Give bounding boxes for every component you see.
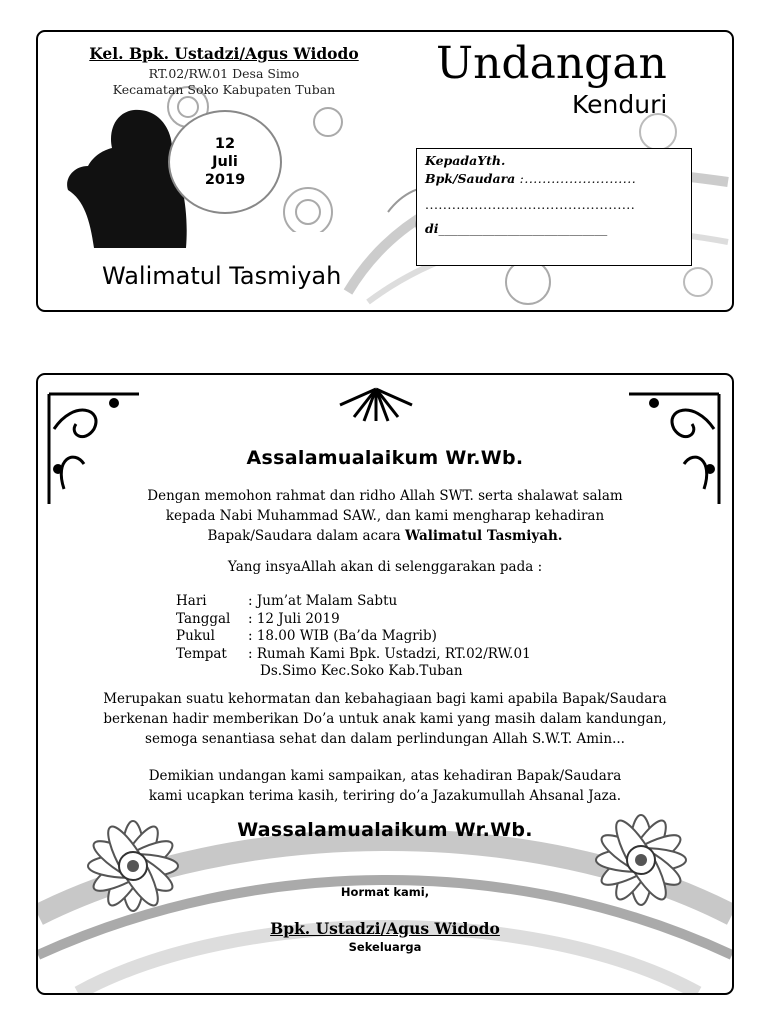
- detail-row: [176, 628, 531, 646]
- detail-value: : Jum’at Malam Sabtu: [248, 593, 398, 609]
- detail-label: Tanggal: [176, 610, 231, 627]
- recipient-box: [416, 148, 692, 266]
- schedule-intro: Yang insyaAllah akan di selenggarakan pada :: [227, 559, 543, 575]
- honor-line-2: berkenan hadir memberikan Do’a untuk anak kami yang masih dalam kandungan,: [103, 711, 667, 727]
- intro-line-2: kepada Nabi Muhammad SAW., dan kami mengharap kehadiran: [165, 508, 605, 524]
- detail-value: : Rumah Kami Bpk. Ustadzi, RT.02/RW.01: [248, 645, 531, 662]
- family-name: Kel. Bpk. Ustadzi/Agus Widodo: [89, 44, 359, 63]
- invitation-inner-card: [36, 373, 734, 995]
- event-name: Walimatul Tasmiyah: [102, 262, 342, 290]
- address-line-1: RT.02/RW.01 Desa Simo: [148, 66, 300, 81]
- closing-line-2: kami ucapkan terima kasih, teriring do’a Jazakumullah Ahsanal Jaza.: [148, 788, 622, 804]
- hormat-kami: Hormat kami,: [340, 885, 430, 899]
- detail-label: Hari: [176, 593, 207, 609]
- honor-line-1: Merupakan suatu kehormatan dan kebahagiaan bagi kami apabila Bapak/Saudara: [103, 691, 667, 707]
- greeting-close: Wassalamualaikum Wr.Wb.: [237, 819, 533, 841]
- detail-value: : 18.00 WIB (Ba’da Magrib): [248, 628, 437, 644]
- signer-sub: Sekeluarga: [348, 940, 422, 954]
- recipient-kepada: KepadaYth.: [425, 153, 506, 168]
- detail-row: [176, 646, 531, 664]
- intro-line-3: [58, 526, 712, 546]
- detail-place-continued: Ds.Simo Kec.Soko Kab.Tuban: [260, 663, 463, 679]
- closing-line-1: Demikian undangan kami sampaikan, atas kehadiran Bapak/Saudara: [148, 768, 622, 784]
- detail-row: [176, 593, 531, 611]
- greeting-open: Assalamualaikum Wr.Wb.: [246, 447, 524, 469]
- detail-label: Pukul: [176, 628, 215, 644]
- invitation-subtitle: Kenduri: [572, 90, 668, 119]
- recipient-di-label: di: [425, 221, 439, 236]
- event-details: [176, 593, 531, 681]
- address-line-2: Kecamatan Soko Kabupaten Tuban: [112, 82, 336, 97]
- recipient-di-underline: ___________________________: [438, 221, 608, 236]
- date-badge: [168, 110, 282, 214]
- closing-paragraph: [58, 766, 712, 806]
- intro-event-name: Walimatul Tasmiyah.: [404, 528, 563, 544]
- invitation-cover-card: [36, 30, 734, 312]
- honor-paragraph: [58, 689, 712, 749]
- recipient-dots-line: ...............................................: [425, 197, 636, 212]
- date-day: 12: [214, 136, 236, 152]
- intro-line-3-text: Bapak/Saudara dalam acara: [207, 528, 405, 544]
- intro-line-1: Dengan memohon rahmat dan ridho Allah SWT. serta shalawat salam: [147, 488, 623, 504]
- signer-name: Bpk. Ustadzi/Agus Widodo: [270, 919, 500, 938]
- date-month: Juli: [212, 154, 238, 170]
- detail-label: Tempat: [176, 645, 227, 662]
- sunburst-ornament: [334, 385, 418, 425]
- detail-row: [176, 611, 531, 629]
- recipient-name-line: [425, 171, 636, 186]
- date-year: 2019: [204, 172, 246, 188]
- recipient-bpk-dots: :.........................: [519, 171, 637, 186]
- recipient-di-line: [425, 221, 607, 236]
- detail-value: : 12 Juli 2019: [248, 610, 340, 627]
- intro-paragraph: [58, 486, 712, 546]
- invitation-title: Undangan: [436, 38, 667, 89]
- recipient-bpk-label: Bpk/Saudara: [425, 171, 516, 186]
- honor-line-3: semoga senantiasa sehat dan dalam perlindungan Allah S.W.T. Amin...: [145, 731, 625, 747]
